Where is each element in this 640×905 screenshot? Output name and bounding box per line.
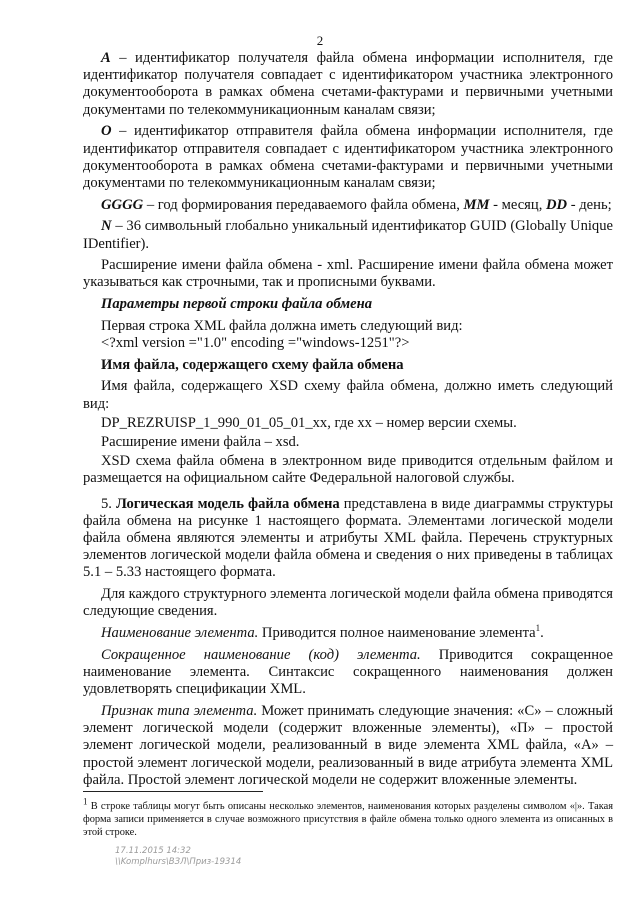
term-element-name: Наименование элемента.	[101, 625, 259, 642]
heading-schema-file-name: Имя файла, содержащего схему файла обмена	[101, 356, 404, 373]
footnote-ref: 1	[535, 623, 541, 634]
paragraph-schema-ext: Расширение имени файла – xsd.	[101, 434, 300, 451]
paragraph-recipient-id	[83, 50, 613, 119]
footnote-text: В строке таблицы могут быть описаны несколько элементов, наименования которых разделены символом «|». Такая форма записи применяется в случае возможного присутствия в файле обмена только одного элемента из описанных в этой строке.	[83, 801, 613, 838]
paragraph-guid	[83, 218, 613, 252]
section-number: 5.	[101, 495, 116, 512]
stamp-path: \\Komplhurs\ВЗЛ\Приз-19314	[115, 857, 242, 867]
paragraph-element-info: Для каждого структурного элемента логической модели файла обмена приводятся следующие сведения.	[83, 586, 613, 620]
print-stamp	[115, 846, 241, 868]
paragraph-element-name	[83, 625, 613, 642]
term-element-type: Признак типа элемента.	[101, 702, 258, 719]
paragraph-schema-file: DP_REZRUISP_1_990_01_05_01_xx, где хх – номер версии схемы.	[101, 414, 517, 431]
paragraph-text: – идентификатор получателя файла обмена информации исполнителя, где идентификатор получателя совпадает с идентификатором участника электронного документооборота в рамках обмена счетами-фактурами и первичными учетными документами по телекоммуникационным каналам связи;	[83, 50, 613, 118]
paragraph-sender-id	[83, 123, 613, 192]
paragraph-first-line: Первая строка XML файла должна иметь следующий вид:	[101, 317, 463, 334]
paragraph-text: Приводится сокращенное наименование элемента. Синтаксис сокращенного наименования должен удовлетворять спецификации XML.	[83, 646, 613, 698]
paragraph-text: Приводится полное наименование элемента	[258, 625, 536, 642]
paragraph-text: - месяц,	[489, 196, 546, 213]
paragraph-xml-declaration: <?xml version ="1.0" encoding ="windows-1251"?>	[101, 335, 410, 352]
paragraph-logical-model	[83, 496, 613, 582]
heading-first-line-params: Параметры первой строки файла обмена	[101, 296, 373, 313]
page-number: 2	[316, 33, 324, 48]
paragraph-text: - день;	[567, 196, 612, 213]
symbol-mm: MM	[463, 196, 490, 213]
paragraph-short-name	[83, 647, 613, 699]
punctuation: .	[540, 625, 544, 642]
footnote-mark: 1	[83, 796, 88, 807]
paragraph-text: представлена в виде диаграммы структуры файла обмена на рисунке 1 настоящего формата. Элементами логической модели файла обмена являются элементы и атрибуты XML файла. Перечень структурных элементов логической модели файла обмена и сведения о них приведены в таблицах 5.1 – 5.33 настоящего формата.	[83, 495, 613, 581]
symbol-n: N	[101, 218, 112, 235]
logical-model-title: Логическая модель файла обмена	[115, 495, 340, 512]
paragraph-text: Может принимать следующие значения: «С» – сложный элемент логической модели (содержит вложенные элементы), «П» – простой элемент логической модели, реализованный в виде элемента XML файла, «А» – простой элемент логической модели, реализованный в виде атрибута элемента XML файла. Простой элемент логической модели не содержит вложенные элементы.	[83, 702, 614, 788]
paragraph-date-format	[83, 197, 613, 214]
symbol-o: O	[101, 123, 112, 140]
footnote-divider	[83, 791, 263, 792]
paragraph-text: – год формирования передаваемого файла обмена,	[143, 196, 464, 213]
footnote	[83, 796, 613, 839]
paragraph-extension: Расширение имени файла обмена - xml. Расширение имени файла обмена может указываться как строчными, так и прописными буквами.	[83, 257, 613, 291]
term-short-name: Сокращенное наименование (код) элемента.	[101, 646, 421, 663]
symbol-gggg: GGGG	[101, 196, 144, 213]
symbol-a: A	[101, 50, 111, 66]
paragraph-text: – идентификатор отправителя файла обмена информации исполнителя, где идентификатор отправителя совпадает с идентификатором участника электронного документооборота в рамках обмена счетами-фактурами и первичными учетными документами по телекоммуникационным каналам связи;	[83, 123, 613, 191]
paragraph-xsd-publish: XSD схема файла обмена в электронном виде приводится отдельным файлом и размещается на официальном сайте Федеральной налоговой службы.	[83, 453, 613, 487]
paragraph-schema-name: Имя файла, содержащего XSD схему файла обмена, должно иметь следующий вид:	[83, 378, 613, 412]
document-body	[83, 50, 613, 793]
symbol-dd: DD	[546, 196, 568, 213]
stamp-date: 17.11.2015 14:32	[115, 846, 191, 856]
paragraph-text: – 36 символьный глобально уникальный идентификатор GUID (Globally Unique IDentifier).	[83, 218, 613, 252]
paragraph-element-type	[83, 703, 613, 789]
